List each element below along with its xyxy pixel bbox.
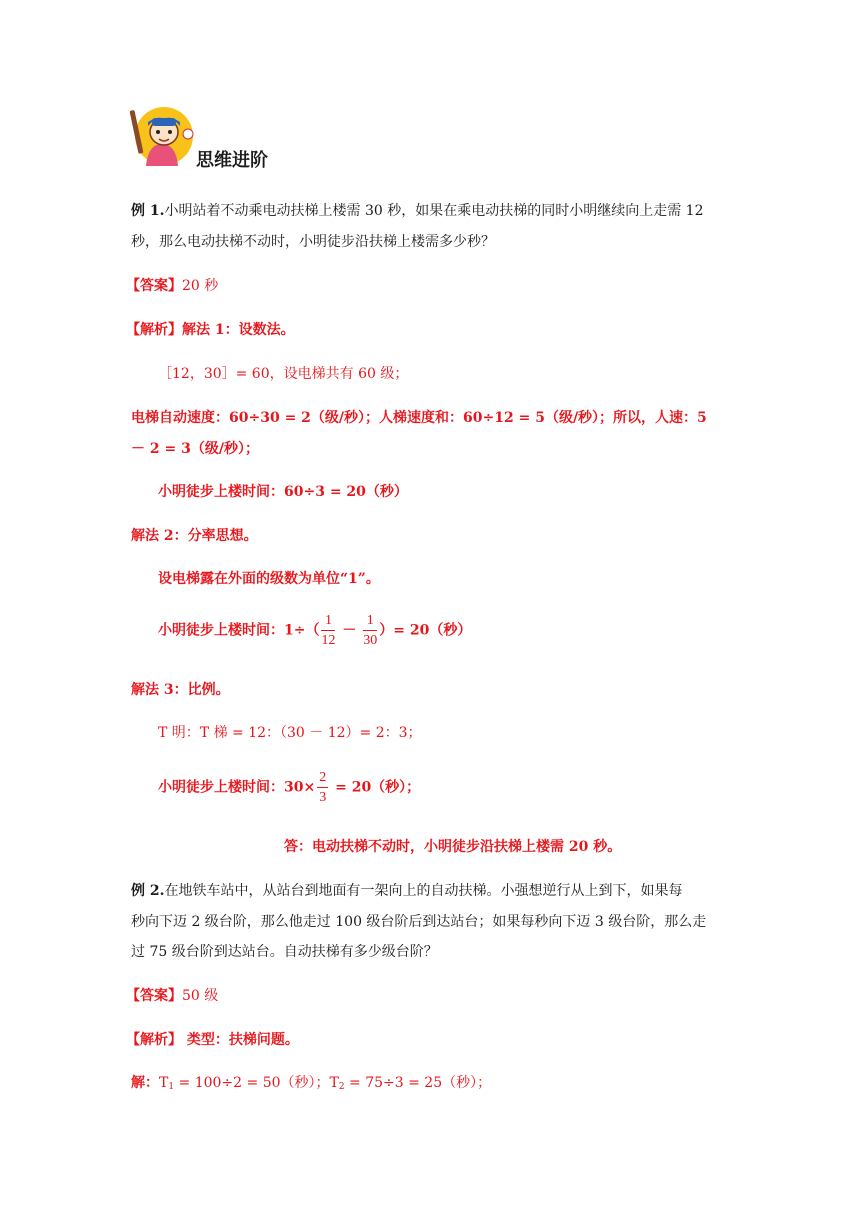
example-2-analysis: 【解析】 类型：扶梯问题。 (126, 1032, 299, 1048)
example-1-conclusion: 答：电动扶梯不动时，小明徒步沿扶梯上楼需 20 秒。 (284, 839, 622, 855)
example-2-answer: 【答案】50 级 (126, 988, 219, 1004)
method-1-line-2b: － 2 = 3（级/秒）； (131, 441, 259, 457)
method-3-line-1: T 明：T 梯 = 12：（30 － 12）= 2：3； (158, 725, 422, 741)
method-3-title: 解法 3：比例。 (131, 682, 230, 698)
method-3-line-2: 小明徒步上楼时间：30× $\frac{2}{3}$ = 20（秒）； (158, 770, 421, 805)
answer-tag: 【答案】 (126, 988, 182, 1004)
method-1-line-1: ［12，30］= 60，设电梯共有 60 级； (158, 366, 409, 382)
example-1-answer: 【答案】20 秒 (126, 278, 219, 294)
example-2-label: 例 2. (131, 883, 165, 899)
fraction-2-3: $\frac{2}{3}$ (319, 770, 327, 805)
analysis-tag: 【解析】 (126, 1032, 182, 1048)
analysis-tag: 【解析】 (126, 322, 182, 338)
method-1-line-3: 小明徒步上楼时间：60÷3 = 20（秒） (158, 484, 408, 500)
example-1-question-line-2: 秒，那么电动扶梯不动时，小明徒步沿扶梯上楼需多少秒？ (131, 234, 495, 250)
method-2-title: 解法 2：分率思想。 (131, 528, 258, 544)
example-1-label: 例 1. (131, 203, 165, 219)
method-2-line-2: 小明徒步上楼时间：1÷（ $\frac{1}{12}$ － $\frac{1}{30}$ ）= 20（秒） (158, 613, 472, 648)
cartoon-logo-icon (128, 104, 194, 170)
fraction-1-12: $\frac{1}{12}$ (321, 613, 336, 648)
example-1-question-line-1: 例 1.小明站着不动乘电动扶梯上楼需 30 秒，如果在乘电动扶梯的同时小明继续向上走需 12 (131, 203, 704, 219)
fraction-1-30: $\frac{1}{30}$ (363, 613, 378, 648)
example-2-question-line-1: 例 2.在地铁车站中，从站台到地面有一架向上的自动扶梯。小强想逆行从上到下，如果每 (131, 883, 683, 899)
answer-tag: 【答案】 (126, 278, 182, 294)
example-2-question-line-3: 过 75 级台阶到达站台。自动扶梯有多少级台阶？ (131, 944, 438, 960)
method-1-line-2a: 电梯自动速度：60÷30 = 2（级/秒）；人梯速度和：60÷12 = 5（级/秒）；所以，人速：5 (131, 410, 707, 426)
section-title: 思维进阶 (196, 150, 268, 171)
example-2-question-line-2: 秒向下迈 2 级台阶，那么他走过 100 级台阶后到达站台；如果每秒向下迈 3 级台阶，那么走 (131, 914, 707, 930)
example-1-analysis: 【解析】解法 1：设数法。 (126, 322, 295, 338)
example-2-solution: 解：$T_1 = 100\div 2 = 50$（秒）；$T_2 = 75\div 3 = 25$（秒）； (131, 1075, 492, 1092)
method-2-line-1: 设电梯露在外面的级数为单位“1”。 (158, 571, 380, 587)
